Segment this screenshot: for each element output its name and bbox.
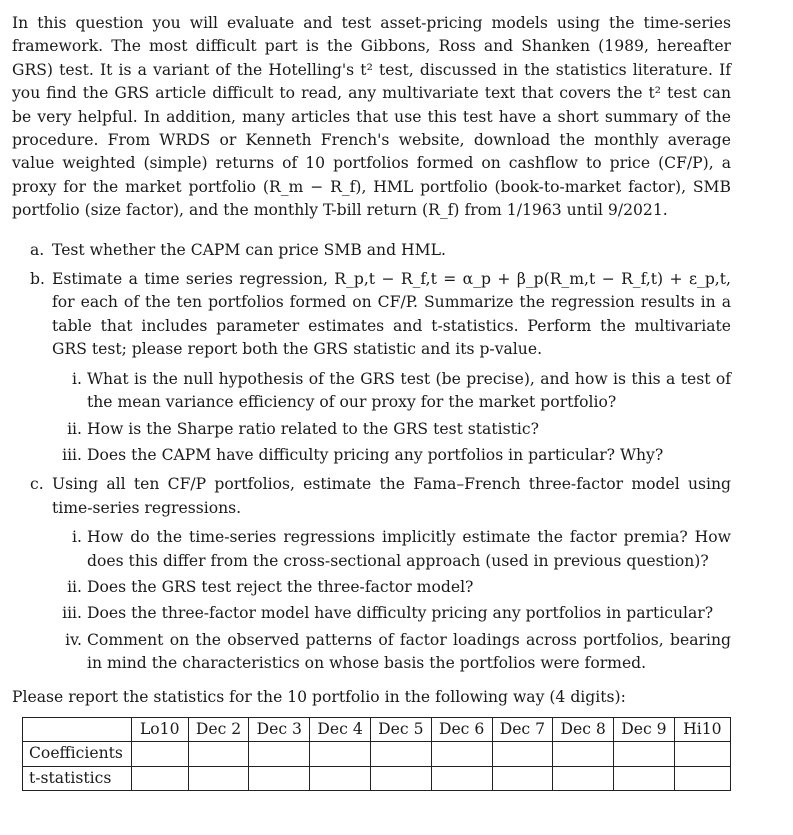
table-cell (370, 742, 431, 766)
subquestions (52, 368, 731, 468)
part-marker: a. (30, 240, 45, 259)
column-header: Dec 8 (553, 717, 614, 741)
table-cell (492, 766, 553, 790)
column-header: Dec 2 (188, 717, 249, 741)
part-text: Estimate a time series regression, R_p,t − R_f,t = α_p + β_p(R_m,t − R_f,t) + ε_p,t, for each of the ten portfolios formed on CF/P. Summarize the regression results in a table that includes parameter estimates and t-statistics. Perform the multivariate GRS test; please report both the GRS statistic and its p-value. (52, 270, 731, 359)
part-marker: b. (30, 270, 45, 289)
table-cell (310, 742, 371, 766)
sub-text: Comment on the observed patterns of factor loadings across portfolios, bearing in mind the characteristics on whose basis the portfolios were formed. (87, 630, 731, 673)
column-header: Dec 6 (431, 717, 492, 741)
sub-text: How do the time-series regressions implicitly estimate the factor premia? How does this differ from the cross-sectional approach (used in previous question)? (87, 528, 731, 570)
part-a (12, 239, 731, 262)
sub-marker: i. (72, 528, 82, 547)
subquestion (52, 418, 731, 441)
part-b (12, 268, 731, 467)
intro-paragraph: In this question you will evaluate and test asset-pricing models using the time-series framework. The most difficult part is the Gibbons, Ross and Shanken (1989, hereafter GRS) test. It is a variant of the Hotelling's t² test, discussed in the statistics literature. If you find the GRS article difficult to read, any multivariate text that covers the t² test can be very helpful. In addition, many articles that use this test have a short summary of the procedure. From WRDS or Kenneth French's website, download the monthly average value weighted (simple) returns of 10 portfolios formed on cashflow to price (CF/P), a proxy for the market portfolio (R_m − R_f), HML portfolio (book-to-market factor), SMB portfolio (size factor), and the monthly T-bill return (R_f) from 1/1963 until 9/2021. (12, 14, 731, 220)
sub-marker: ii. (67, 419, 82, 438)
subquestion (52, 526, 731, 573)
part-marker: c. (30, 475, 44, 494)
table-cell (249, 766, 310, 790)
table-cell (131, 742, 188, 766)
table-cell (370, 766, 431, 790)
sub-marker: iv. (65, 630, 82, 649)
question-parts (12, 239, 731, 676)
header-blank-cell (23, 717, 132, 741)
sub-text: Does the CAPM have difficulty pricing any portfolios in particular? Why? (87, 445, 664, 464)
subquestion (52, 368, 731, 415)
subquestion (52, 629, 731, 676)
report-instruction: Please report the statistics for the 10 portfolio in the following way (4 digits): (12, 687, 626, 706)
table-cell (188, 766, 249, 790)
part-text: Test whether the CAPM can price SMB and HML. (52, 240, 446, 259)
subquestion (52, 576, 731, 599)
sub-marker: iii. (62, 445, 82, 464)
table-cell (614, 742, 675, 766)
table-cell (310, 766, 371, 790)
sub-text: How is the Sharpe ratio related to the GRS test statistic? (87, 419, 539, 438)
sub-text: What is the null hypothesis of the GRS test (be precise), and how is this a test of the mean variance efficiency of our proxy for the market portfolio? (87, 369, 731, 412)
table-cell (188, 742, 249, 766)
table-cell (431, 766, 492, 790)
subquestion (52, 602, 731, 625)
column-header: Dec 7 (492, 717, 553, 741)
table-cell (674, 742, 730, 766)
sub-text: Does the GRS test reject the three-factor model? (87, 577, 474, 596)
sub-marker: iii. (62, 604, 82, 623)
column-header: Dec 3 (249, 717, 310, 741)
column-header: Dec 5 (370, 717, 431, 741)
sub-text: Does the three-factor model have difficulty pricing any portfolios in particular? (87, 604, 714, 623)
table-cell (553, 766, 614, 790)
part-text: Using all ten CF/P portfolios, estimate the Fama–French three-factor model using time-series regressions. (52, 475, 731, 517)
table-cell (674, 766, 730, 790)
table-cell (492, 742, 553, 766)
results-table (22, 717, 731, 791)
row-label: t-statistics (23, 766, 132, 790)
subquestion (52, 444, 731, 467)
table-cell (249, 742, 310, 766)
column-header: Hi10 (674, 717, 730, 741)
column-header: Dec 9 (614, 717, 675, 741)
column-header: Lo10 (131, 717, 188, 741)
table-row (23, 766, 731, 790)
row-label: Coefficients (23, 742, 132, 766)
table-cell (431, 742, 492, 766)
table-row (23, 742, 731, 766)
table-cell (553, 742, 614, 766)
subquestions (52, 526, 731, 675)
column-header: Dec 4 (310, 717, 371, 741)
sub-marker: i. (72, 369, 82, 388)
table-header-row (23, 717, 731, 741)
table-cell (614, 766, 675, 790)
part-c (12, 473, 731, 675)
table-cell (131, 766, 188, 790)
sub-marker: ii. (67, 577, 82, 596)
